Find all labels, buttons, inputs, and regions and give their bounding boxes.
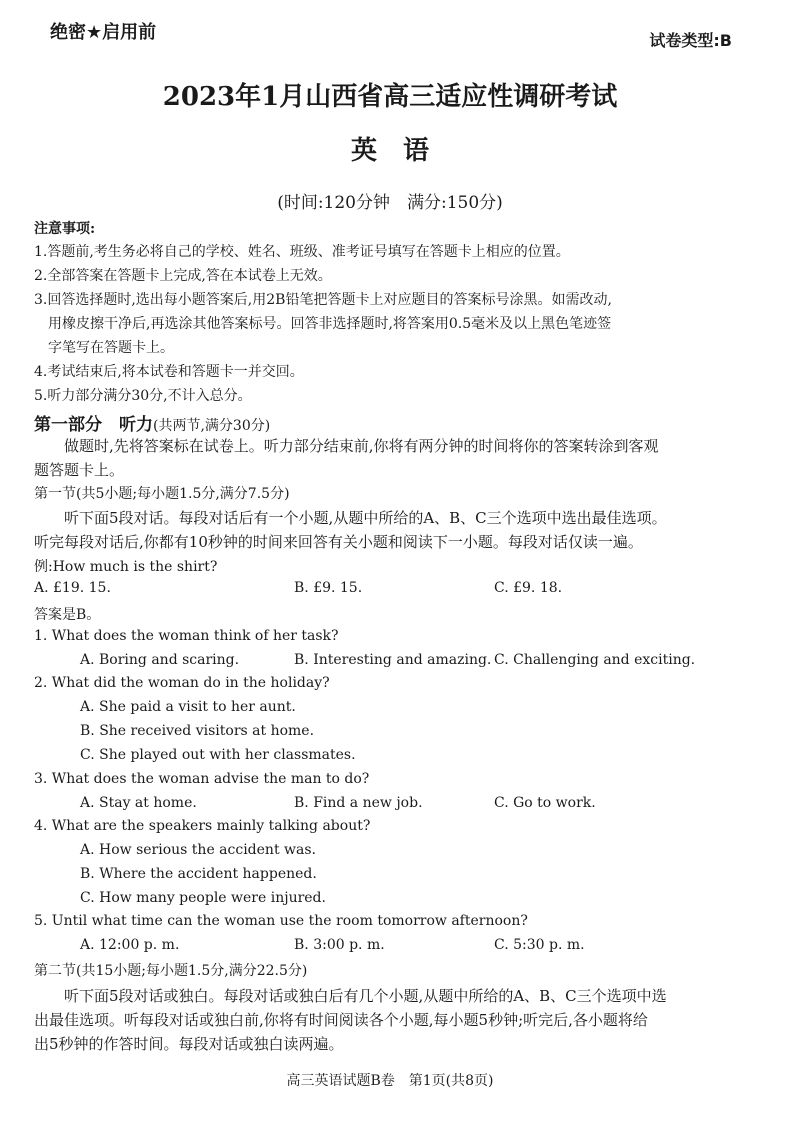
- example-option-c: C. £9. 18.: [494, 580, 563, 596]
- section1-intro-line: 听下面5段对话。每段对话后有一个小题,从题中所给的A、B、C三个选项中选出最佳选项。: [64, 509, 667, 527]
- page-footer: 高三英语试题B卷 第1页(共8页): [286, 1073, 494, 1089]
- question-stem: 2. What did the woman do in the holiday?: [34, 675, 330, 691]
- question-option: C. Challenging and exciting.: [494, 652, 696, 668]
- part1-title: 第一部分 听力: [34, 415, 153, 435]
- question-option: C. How many people were injured.: [80, 890, 326, 906]
- part1-intro-line: 做题时,先将答案标在试卷上。听力部分结束前,你将有两分钟的时间将你的答案转涂到客观: [64, 437, 659, 455]
- notes-item: 1.答题前,考生务必将自己的学校、姓名、班级、准考证号填写在答题卡上相应的位置。: [34, 244, 570, 260]
- question-option: C. Go to work.: [494, 795, 596, 811]
- question-option: C. 5:30 p. m.: [494, 937, 585, 953]
- example-option-b: B. £9. 15.: [294, 580, 363, 596]
- example-option-a: A. £19. 15.: [34, 580, 111, 596]
- example-question: 例:How much is the shirt?: [34, 559, 218, 575]
- question-stem: 4. What are the speakers mainly talking about?: [34, 818, 371, 834]
- subject-title: 英 语: [350, 136, 429, 166]
- section2-intro-line: 听下面5段对话或独白。每段对话或独白后有几个小题,从题中所给的A、B、C三个选项中选: [64, 987, 667, 1005]
- question-option: B. She received visitors at home.: [80, 723, 315, 739]
- question-option: A. How serious the accident was.: [80, 842, 316, 858]
- question-option: A. 12:00 p. m.: [80, 937, 180, 953]
- question-stem: 5. Until what time can the woman use the room tomorrow afternoon?: [34, 913, 528, 929]
- part1-subtitle: (共两节,满分30分): [153, 418, 271, 434]
- question-option: B. Interesting and amazing.: [294, 652, 492, 668]
- section1-title: 第一节(共5小题;每小题1.5分,满分7.5分): [34, 486, 290, 502]
- example-answer: 答案是B。: [34, 607, 101, 623]
- notes-item: 用橡皮擦干净后,再选涂其他答案标号。回答非选择题时,将答案用0.5毫米及以上黑色笔迹签: [48, 316, 612, 332]
- section2-intro-line: 出最佳选项。听每段对话或独白前,你将有时间阅读各个小题,每小题5秒钟;听完后,各小题将给: [34, 1011, 648, 1029]
- exam-title: 2023年1月山西省高三适应性调研考试: [162, 82, 618, 112]
- notes-item: 2.全部答案在答题卡上完成,答在本试卷上无效。: [34, 268, 332, 284]
- notes-item: 5.听力部分满分30分,不计入总分。: [34, 388, 252, 404]
- paper-type-label: 试卷类型:B: [649, 31, 732, 50]
- question-option: B. Find a new job.: [294, 795, 423, 811]
- notes-item: 3.回答选择题时,选出每小题答案后,用2B铅笔把答题卡上对应题目的答案标号涂黑。如需改动,: [34, 292, 612, 308]
- question-stem: 3. What does the woman advise the man to do?: [34, 771, 370, 787]
- section1-intro-line: 听完每段对话后,你都有10秒钟的时间来回答有关小题和阅读下一小题。每段对话仅读一遍。: [34, 533, 643, 551]
- question-option: A. Stay at home.: [80, 795, 197, 811]
- question-option: A. She paid a visit to her aunt.: [80, 699, 296, 715]
- question-option: B. 3:00 p. m.: [294, 937, 385, 953]
- notes-item: 4.考试结束后,将本试卷和答题卡一并交回。: [34, 364, 304, 380]
- section2-intro-line: 出5秒钟的作答时间。每段对话或独白读两遍。: [34, 1035, 344, 1053]
- notes-heading: 注意事项:: [34, 221, 96, 237]
- notes-item: 字笔写在答题卡上。: [48, 340, 174, 356]
- secret-label: 绝密★启用前: [50, 22, 157, 43]
- question-option: B. Where the accident happened.: [80, 866, 317, 882]
- question-stem: 1. What does the woman think of her task?: [34, 628, 339, 644]
- question-option: A. Boring and scaring.: [80, 652, 240, 668]
- time-info: (时间:120分钟 满分:150分): [277, 193, 503, 213]
- question-option: C. She played out with her classmates.: [80, 747, 356, 763]
- part1-intro-line: 题答题卡上。: [34, 461, 125, 479]
- section2-title: 第二节(共15小题;每小题1.5分,满分22.5分): [34, 963, 308, 979]
- part1-heading: [34, 410, 270, 435]
